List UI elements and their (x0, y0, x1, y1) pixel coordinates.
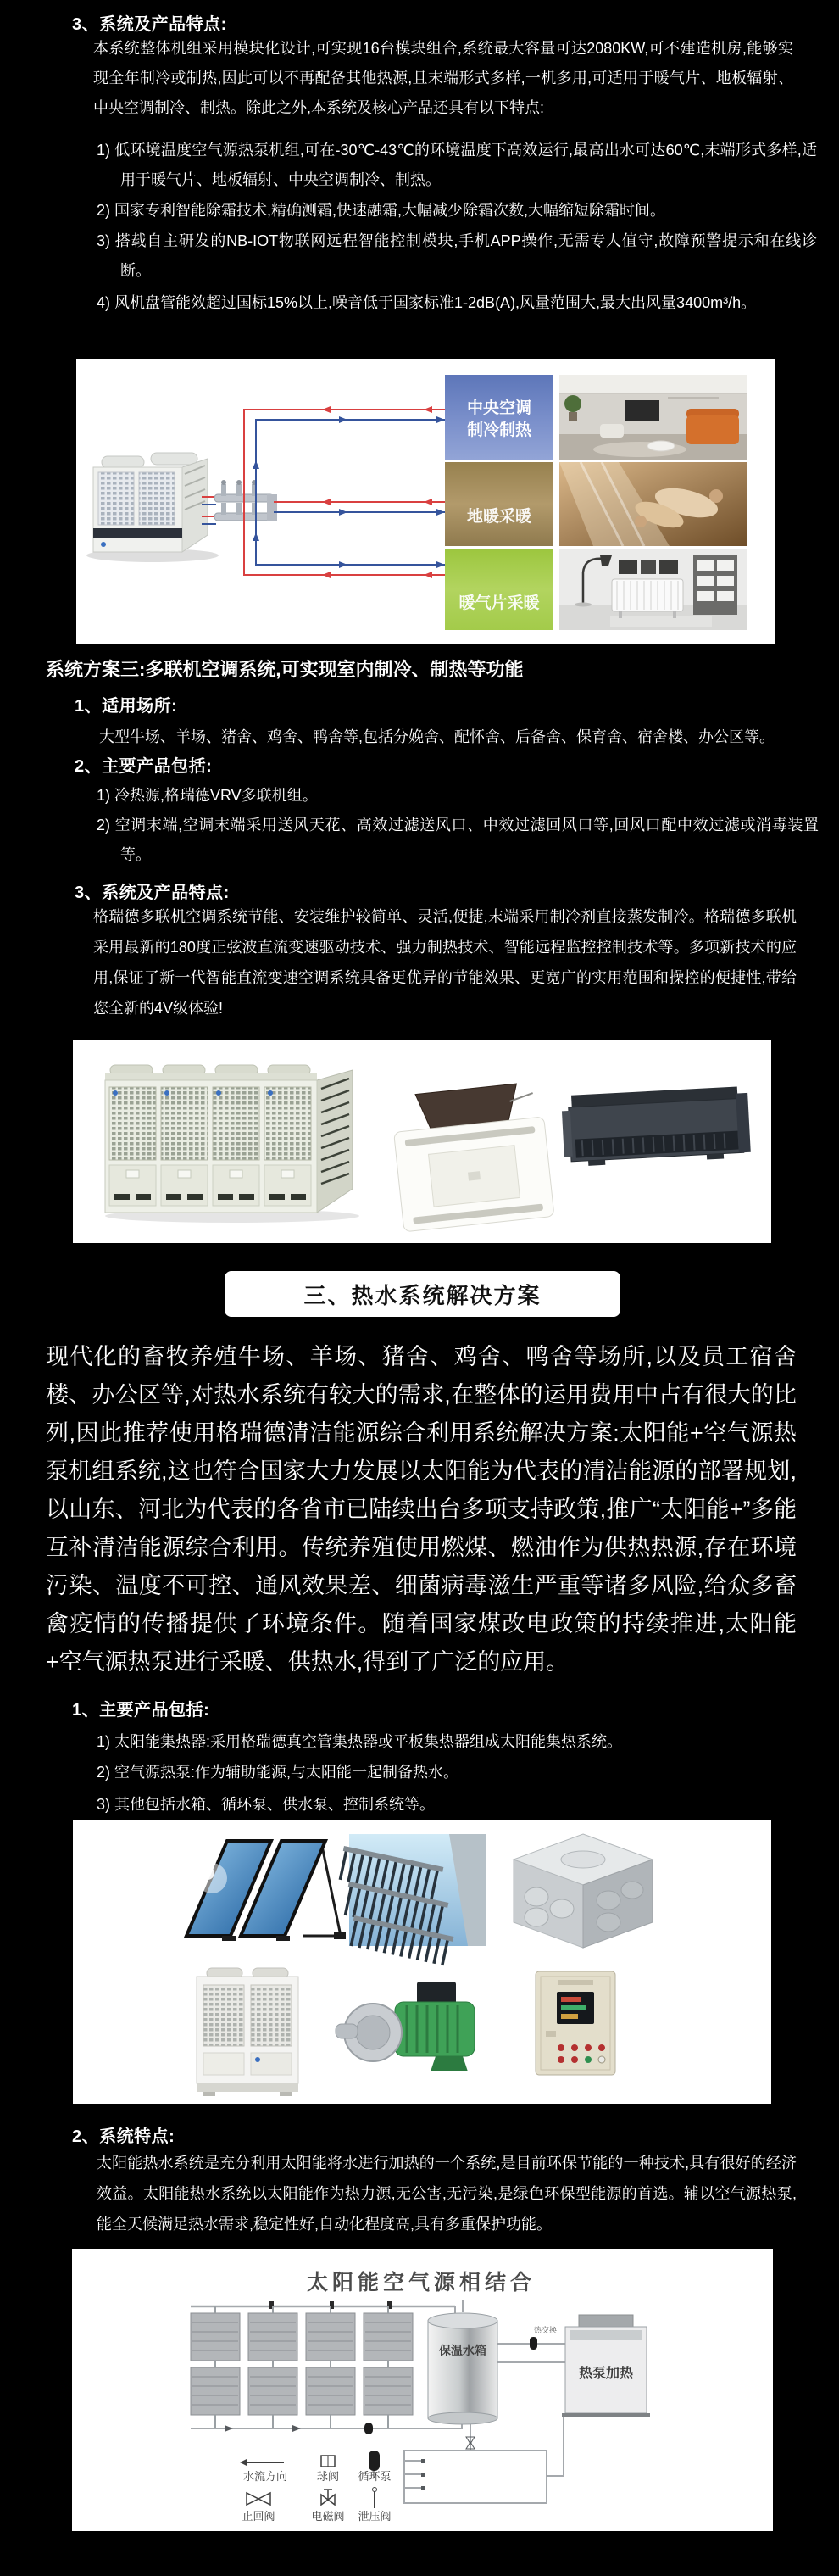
central-ac-label-line1: 中央空调 (466, 399, 532, 417)
duct-indoor-unit-illustration (561, 1086, 751, 1167)
heat-exchanger-label: 热交换 (534, 2326, 558, 2334)
solar-products-image (73, 1820, 771, 2104)
vrv-outdoor-units-illustration (105, 1065, 359, 1223)
system-features-label: 2、系统特点: (72, 2127, 175, 2146)
plan3-product-item: 2) 空调末端,空调末端采用送风天花、高效过滤送风口、中效过滤回风口等,回风口配中效过滤或消毒装置等。 (97, 817, 819, 863)
photo-living-room (559, 375, 747, 460)
hot-product-item: 1) 太阳能集热器:采用格瑞德真空管集热器或平板集热器组成太阳能集热系统。 (97, 1733, 623, 1750)
legend-label: 泄压阀 (358, 2510, 392, 2523)
photo-radiator-room (559, 549, 747, 630)
feature-item: 1) 低环境温度空气源热泵机组,可在-30℃-43℃的环境温度下高效运行,最高出水可达60℃,末端形式多样,适用于暖气片、地板辐射、中央空调制冷、制热。 (97, 142, 817, 188)
hot-water-banner-label: 三、热水系统解决方案 (303, 1282, 542, 1308)
plan3-features-text: 格瑞德多联机空调系统节能、安装维护较简单、灵活,便捷,末端采用制冷剂直接蒸发制冷。格瑞德多联机采用最新的180度正弦波直流变速驱动技术、强力制热技术、智能远程监控控制技术等。多项新技术的应用,保证了新一代智能直流变速空调系统具备更优异的节能效果、更宽广的实用范围和操控的便捷性,带给您全新的4V级体验! (93, 908, 797, 1017)
control-cabinet-illustration (536, 1971, 615, 2075)
plan3-product-item: 1) 冷热源,格瑞德VRV多联机组。 (97, 787, 318, 804)
section-features-heading: 3、系统及产品特点: (72, 15, 227, 34)
plan3-venues-text: 大型牛场、羊场、猪舍、鸡舍、鸭舍等,包括分娩舍、配怀舍、后备舍、保育舍、宿舍楼、办公区等。 (99, 728, 775, 745)
usage-block-central-ac (445, 375, 553, 460)
hot-products-label: 1、主要产品包括: (72, 1701, 210, 1720)
usage-block-radiator (445, 549, 553, 630)
section-features-paragraph: 本系统整体机组采用模块化设计,可实现16台模块组合,系统最大容量可达2080KW,可不建造机房,能够实现全年制冷或制热,因此可以不再配备其他热源,且末端形式多样,一机多用,可适用于暖气片、地板辐射、中央空调制冷、制热。除此之外,本系统及核心产品还具有以下特点: (93, 40, 793, 116)
diagram-title: 太阳能空气源相结合 (306, 2271, 536, 2294)
legend-label: 水流方向 (242, 2470, 288, 2483)
legend-item-flow-direction (240, 2459, 287, 2483)
plan3-venues-label: 1、适用场所: (75, 697, 178, 716)
radiator-label: 暖气片采暖 (458, 594, 540, 612)
plan3-features-label: 3、系统及产品特点: (75, 884, 230, 902)
legend-label: 球阀 (316, 2470, 340, 2483)
insulated-water-tank (428, 2313, 497, 2424)
piping-diagram-image (76, 359, 775, 644)
heat-pump-label: 热泵加热 (578, 2367, 634, 2381)
legend-label: 循环泵 (358, 2470, 392, 2483)
floor-heating-label: 地暖采暖 (466, 508, 532, 526)
tank-label: 保温水箱 (439, 2344, 486, 2357)
hot-water-banner (225, 1271, 620, 1317)
photo-floor-heating (559, 462, 747, 546)
hot-product-item: 2) 空气源热泵:作为辅助能源,与太阳能一起制备热水。 (97, 1764, 459, 1781)
legend-label: 止回阀 (242, 2510, 275, 2523)
plan3-products-label: 2、主要产品包括: (75, 757, 213, 776)
hot-product-item: 3) 其他包括水箱、循环泵、供水泵、控制系统等。 (97, 1796, 436, 1813)
product-photos-image (73, 1040, 771, 1243)
legend-label: 电磁阀 (311, 2510, 345, 2523)
system-features-paragraph: 太阳能热水系统是充分利用太阳能将水进行加热的一个系统,是目前环保节能的一种技术,具有很好的经济效益。太阳能热水系统以太阳能作为热力源,无公害,无污染,是绿色环保型能源的首选。辅以空气源热泵,能全天候满足热水需求,稳定性好,自动化程度高,具有多重保护功能。 (97, 2155, 797, 2233)
hot-water-intro-paragraph: 现代化的畜牧养殖牛场、羊场、猪舍、鸡舍、鸭舍等场所,以及员工宿舍楼、办公区等,对热水系统有较大的需求,在整体的运用费用中占有很大的比列,因此推荐使用格瑞德清洁能源综合利用系统解决方案:太阳能+空气源热泵机组系统,这也符合国家大力发展以太阳能为代表的清洁能源的部署规划,以山东、河北为代表的各省市已陆续出台多项支持政策,推广“太阳能+”多能互补清洁能源综合利用。传统养殖使用燃煤、燃油作为供热热源,存在环境污染、温度不可控、通风效果差、细菌病毒滋生严重等诸多风险,给众多畜禽疫情的传播提供了环境条件。随着国家煤改电政策的持续推进,太阳能+空气源热泵进行采暖、供热水,得到了广泛的应用。 (46, 1344, 797, 1675)
feature-item: 4) 风机盘管能效超过国标15%以上,噪音低于国家标准1-2dB(A),风量范围大,最大出风量3400m³/h。 (97, 294, 757, 311)
heat-pump-box (562, 2315, 650, 2417)
solar-air-diagram-image (72, 2249, 773, 2531)
feature-item: 3) 搭载自主研发的NB-IOT物联网远程智能控制模块,手机APP操作,无需专人值守,故障预警提示和在线诊断。 (97, 232, 817, 279)
heat-pump-illustration (197, 1968, 298, 2096)
plan3-heading: 系统方案三:多联机空调系统,可实现室内制冷、制热等功能 (46, 659, 524, 680)
usage-block-floor-heating (445, 462, 553, 546)
central-ac-label-line2: 制冷制热 (466, 421, 532, 439)
feature-item: 2) 国家专利智能除霜技术,精确测霜,快速融霜,大幅减少除霜次数,大幅缩短除霜时间。 (97, 202, 666, 219)
